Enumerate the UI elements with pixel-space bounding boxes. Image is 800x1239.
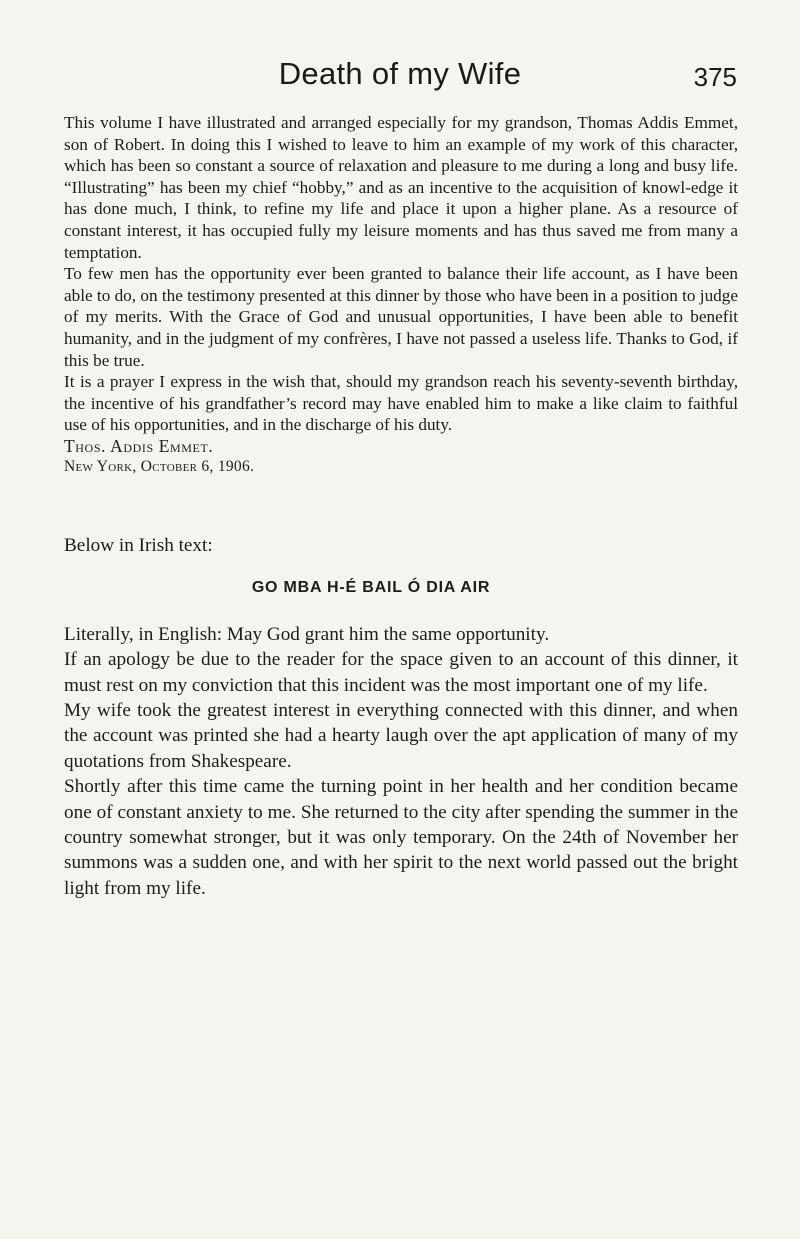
letter-paragraph: It is a prayer I express in the wish that, should my grandson reach his seventy-seventh birthday, the incentive of his grandfather’s record may have enabled him to make a like claim to faithful use of his opportunities, and in the discharge of his duty.	[64, 372, 738, 435]
letter-paragraph: To few men has the opportunity ever been granted to balance their life account, as I have been able to do, on the testimony presented at this dinner by those who have been in a position to judge of my merits. With the Grace of God and unusual opportunities, I have been able to benefit humanity, and in the judgment of my confrères, I have not passed a useless life. Thanks to God, if this be true.	[64, 264, 738, 370]
page-number: 375	[693, 62, 737, 92]
intro-line: Below in Irish text:	[64, 535, 213, 556]
signature: Thos. Addis Emmet.	[64, 435, 214, 456]
body-paragraph: My wife took the greatest interest in everything connected with this dinner, and when the account was printed she had a hearty laugh over the apt application of many of my quotations from Shakespeare.	[64, 700, 738, 772]
body-paragraph: Shortly after this time came the turning point in her health and her condition became one of constant anxiety to me. She returned to the city after spending the summer in the country somewhat stronger, but it was only temporary. On the 24th of November her summons was a sudden one, and with her spirit to the next world passed out the bright light from my life.	[64, 776, 738, 899]
dateline: New York, October 6, 1906.	[64, 457, 255, 475]
letter-paragraph: This volume I have illustrated and arranged especially for my grandson, Thomas Addis Emmet, son of Robert. In doing this I wished to leave to him an example of my work of this character, which has been so constant a source of relaxation and pleasure to me during a long and busy life. “Illustrating” has been my chief “hobby,” and as an incentive to the acquisition of knowl-edge it has done much, I think, to refine my life and place it upon a higher plane. As a resource of constant interest, it has occupied fully my leisure moments and has thus saved me from many a temptation.	[64, 113, 738, 262]
page-header	[0, 56, 800, 100]
body-paragraph: Literally, in English: May God grant him the same opportunity.	[64, 623, 550, 645]
running-title: Death of my Wife	[278, 56, 522, 91]
letter-block	[64, 112, 738, 477]
body-paragraph: If an apology be due to the reader for the space given to an account of this dinner, it must rest on my conviction that this incident was the most important one of my life.	[64, 649, 738, 696]
irish-text: GO MBA H-É BAIL Ó DIA AIR	[251, 579, 491, 597]
narrative-block	[64, 533, 738, 901]
